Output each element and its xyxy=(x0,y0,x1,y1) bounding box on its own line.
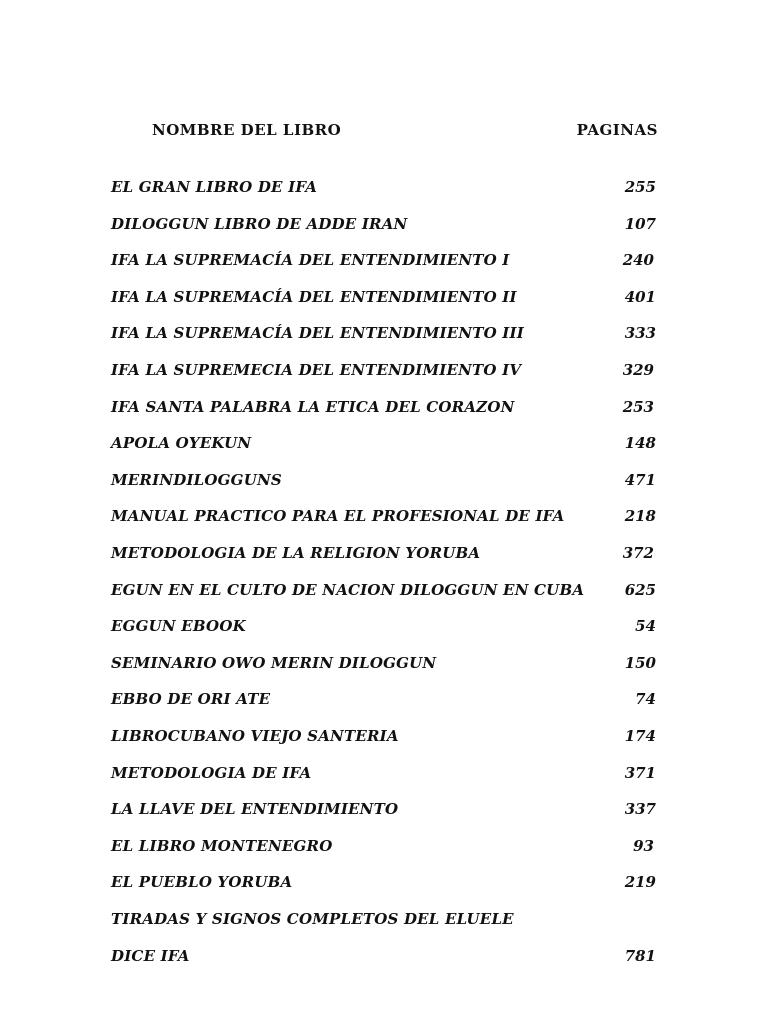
book-row xyxy=(0,910,768,934)
book-title: METODOLOGIA DE IFA xyxy=(111,763,312,782)
book-row xyxy=(0,544,768,568)
book-row xyxy=(0,654,768,678)
book-row xyxy=(0,727,768,751)
book-pages: 74 xyxy=(635,690,656,709)
book-title: IFA SANTA PALABRA LA ETICA DEL CORAZON xyxy=(111,397,515,416)
book-row xyxy=(0,873,768,897)
book-title: MERINDILOGGUNS xyxy=(111,470,282,489)
book-row xyxy=(0,434,768,458)
book-title: IFA LA SUPREMACÍA DEL ENTENDIMIENTO III xyxy=(111,324,524,343)
book-row xyxy=(0,690,768,714)
book-row xyxy=(0,215,768,239)
book-row xyxy=(0,398,768,422)
book-title: LIBROCUBANO VIEJO SANTERIA xyxy=(111,727,399,745)
book-pages: 218 xyxy=(624,507,656,526)
book-title: DICE IFA xyxy=(111,946,190,965)
book-row xyxy=(0,251,768,275)
table-header xyxy=(0,121,768,145)
book-row xyxy=(0,507,768,531)
title-column-header: NOMBRE DEL LIBRO xyxy=(152,121,342,139)
book-pages: 401 xyxy=(624,287,656,306)
book-title: TIRADAS Y SIGNOS COMPLETOS DEL ELUELE xyxy=(111,910,514,928)
book-row xyxy=(0,288,768,312)
book-pages: 219 xyxy=(624,873,656,892)
book-title: EGUN EN EL CULTO DE NACION DILOGGUN EN CUBA xyxy=(111,580,585,599)
book-pages: 329 xyxy=(622,361,654,379)
book-pages: 333 xyxy=(624,324,656,343)
book-row xyxy=(0,617,768,641)
book-title: IFA LA SUPREMACÍA DEL ENTENDIMIENTO I xyxy=(111,251,510,270)
book-pages: 337 xyxy=(624,800,656,819)
book-title: APOLA OYEKUN xyxy=(111,434,252,453)
book-row xyxy=(0,837,768,861)
book-pages: 150 xyxy=(624,653,656,672)
book-row xyxy=(0,800,768,824)
book-pages: 253 xyxy=(622,397,654,416)
book-row xyxy=(0,581,768,605)
book-pages: 371 xyxy=(624,763,656,782)
book-title: IFA LA SUPREMECIA DEL ENTENDIMIENTO IV xyxy=(111,361,522,379)
book-pages: 174 xyxy=(624,727,656,745)
book-title: SEMINARIO OWO MERIN DILOGGUN xyxy=(111,653,437,672)
book-row xyxy=(0,764,768,788)
book-pages: 240 xyxy=(622,251,654,270)
book-row xyxy=(0,947,768,971)
book-pages: 148 xyxy=(624,434,656,453)
book-pages: 255 xyxy=(624,178,656,196)
book-title: DILOGGUN LIBRO DE ADDE IRAN xyxy=(111,214,408,233)
book-row xyxy=(0,361,768,385)
book-title: EL LIBRO MONTENEGRO xyxy=(111,836,333,855)
book-row xyxy=(0,471,768,495)
book-row xyxy=(0,178,768,202)
book-pages: 781 xyxy=(624,946,656,965)
book-pages: 107 xyxy=(624,214,656,233)
book-pages: 54 xyxy=(635,617,656,636)
book-title: MANUAL PRACTICO PARA EL PROFESIONAL DE IFA xyxy=(111,507,565,526)
book-title: METODOLOGIA DE LA RELIGION YORUBA xyxy=(111,544,481,562)
book-row xyxy=(0,324,768,348)
book-pages: 471 xyxy=(624,470,656,489)
book-title: EL PUEBLO YORUBA xyxy=(111,873,293,892)
book-pages: 625 xyxy=(624,580,656,599)
book-title: IFA LA SUPREMACÍA DEL ENTENDIMIENTO II xyxy=(111,287,517,306)
book-title: EL GRAN LIBRO DE IFA xyxy=(111,178,318,196)
book-title: EBBO DE ORI ATE xyxy=(111,690,271,709)
pages-column-header: PAGINAS xyxy=(576,121,658,139)
book-pages: 372 xyxy=(622,544,654,562)
book-pages: 93 xyxy=(633,836,654,855)
book-title: EGGUN EBOOK xyxy=(111,617,246,636)
book-title: LA LLAVE DEL ENTENDIMIENTO xyxy=(111,800,399,819)
